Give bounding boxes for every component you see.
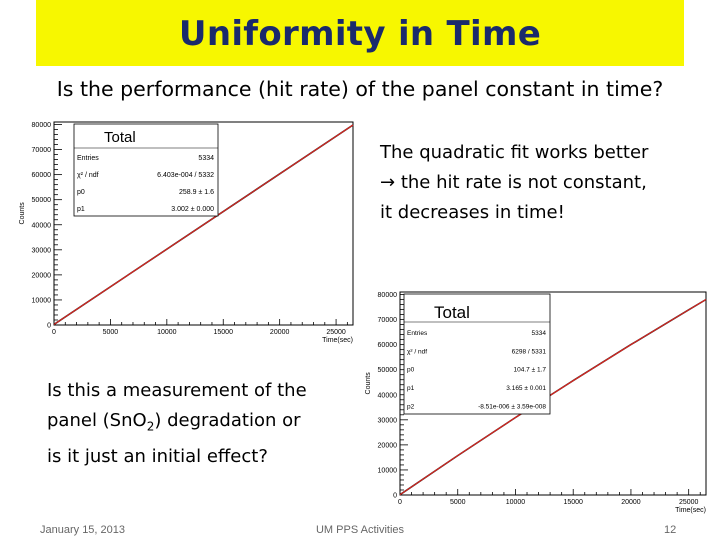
stats-value: 5334 <box>531 329 546 337</box>
note-left-line-3: is it just an initial effect? <box>47 445 268 467</box>
stats-value: 3.165 ± 0.001 <box>506 385 546 393</box>
stats-label: p1 <box>77 205 85 213</box>
x-tick-label: 10000 <box>505 499 526 506</box>
stats-value: -8.51e-006 ± 3.59e-008 <box>478 403 546 411</box>
x-tick-label: 25000 <box>678 499 699 506</box>
arrow-right-icon: → <box>380 172 396 193</box>
stats-box <box>74 124 218 216</box>
stats-title: Total <box>434 303 470 322</box>
y-tick-label: 20000 <box>377 442 397 450</box>
footer-page-number: 12 <box>664 524 677 536</box>
stats-value: 104.7 ± 1.7 <box>513 366 546 374</box>
x-tick-label: 10000 <box>157 329 177 336</box>
stats-value: 6298 / 5331 <box>511 348 546 356</box>
x-axis-title: Time(sec) <box>675 507 706 514</box>
x-tick-label: 15000 <box>213 329 233 336</box>
note-right-line-3: it decreases in time! <box>380 202 565 223</box>
note-left-line-2: panel (SnO$_2$) degradation or <box>47 410 301 434</box>
x-tick-label: 20000 <box>269 329 290 336</box>
stats-label: Entries <box>77 154 99 162</box>
footer-date: January 15, 2013 <box>40 524 126 536</box>
y-tick-label: 70000 <box>377 317 397 325</box>
x-tick-label: 0 <box>52 329 56 336</box>
y-tick-label: 50000 <box>31 197 51 205</box>
stats-label: χ² / ndf <box>407 348 428 356</box>
note-right <box>380 138 648 228</box>
x-tick-label: 20000 <box>621 499 641 506</box>
plot-quadratic-fit <box>364 290 714 515</box>
stats-title: Total <box>104 129 136 146</box>
x-tick-label: 0 <box>398 499 402 506</box>
y-tick-label: 50000 <box>377 367 397 375</box>
slide-question: Is the performance (hit rate) of the panel constant in time? <box>56 77 664 101</box>
x-tick-label: 25000 <box>326 329 346 336</box>
y-tick-label: 70000 <box>31 147 51 155</box>
y-tick-label: 0 <box>393 492 397 500</box>
stats-label: p2 <box>407 403 415 411</box>
y-tick-label: 60000 <box>31 172 51 180</box>
plot-linear-fit <box>18 120 358 344</box>
y-tick-label: 40000 <box>377 392 397 400</box>
stats-label: Entries <box>407 329 428 337</box>
stats-label: p0 <box>77 188 85 196</box>
y-tick-label: 30000 <box>31 247 51 255</box>
y-tick-label: 60000 <box>377 342 397 350</box>
stats-value: 5334 <box>198 154 214 162</box>
y-tick-label: 80000 <box>377 292 397 300</box>
stats-label: χ² / ndf <box>77 171 99 179</box>
stats-value: 258.9 ± 1.6 <box>179 188 214 196</box>
y-tick-label: 0 <box>47 322 51 330</box>
note-right-line-2: → the hit rate is not constant, <box>380 172 647 193</box>
x-tick-label: 15000 <box>563 499 583 506</box>
y-tick-label: 10000 <box>377 467 397 475</box>
y-tick-label: 80000 <box>31 122 51 130</box>
note-left <box>47 376 307 472</box>
note-right-line-1: The quadratic fit works better <box>380 142 649 163</box>
stats-value: 6.403e-004 / 5332 <box>157 171 214 179</box>
y-axis-title: Counts <box>365 372 372 395</box>
note-left-line-1: Is this a measurement of the <box>47 380 307 401</box>
x-axis-title: Time(sec) <box>322 337 353 344</box>
y-tick-label: 20000 <box>31 272 51 280</box>
y-axis-title: Counts <box>19 202 26 225</box>
y-tick-label: 10000 <box>31 297 51 305</box>
slide-title: Uniformity in Time <box>178 14 542 54</box>
stats-label: p0 <box>407 366 415 374</box>
stats-value: 3.002 ± 0.000 <box>171 205 214 213</box>
y-tick-label: 30000 <box>377 417 397 425</box>
footer-center: UM PPS Activities <box>315 524 405 536</box>
y-tick-label: 40000 <box>31 222 51 230</box>
x-tick-label: 5000 <box>102 329 119 336</box>
stats-label: p1 <box>407 385 415 393</box>
x-tick-label: 5000 <box>449 499 466 506</box>
